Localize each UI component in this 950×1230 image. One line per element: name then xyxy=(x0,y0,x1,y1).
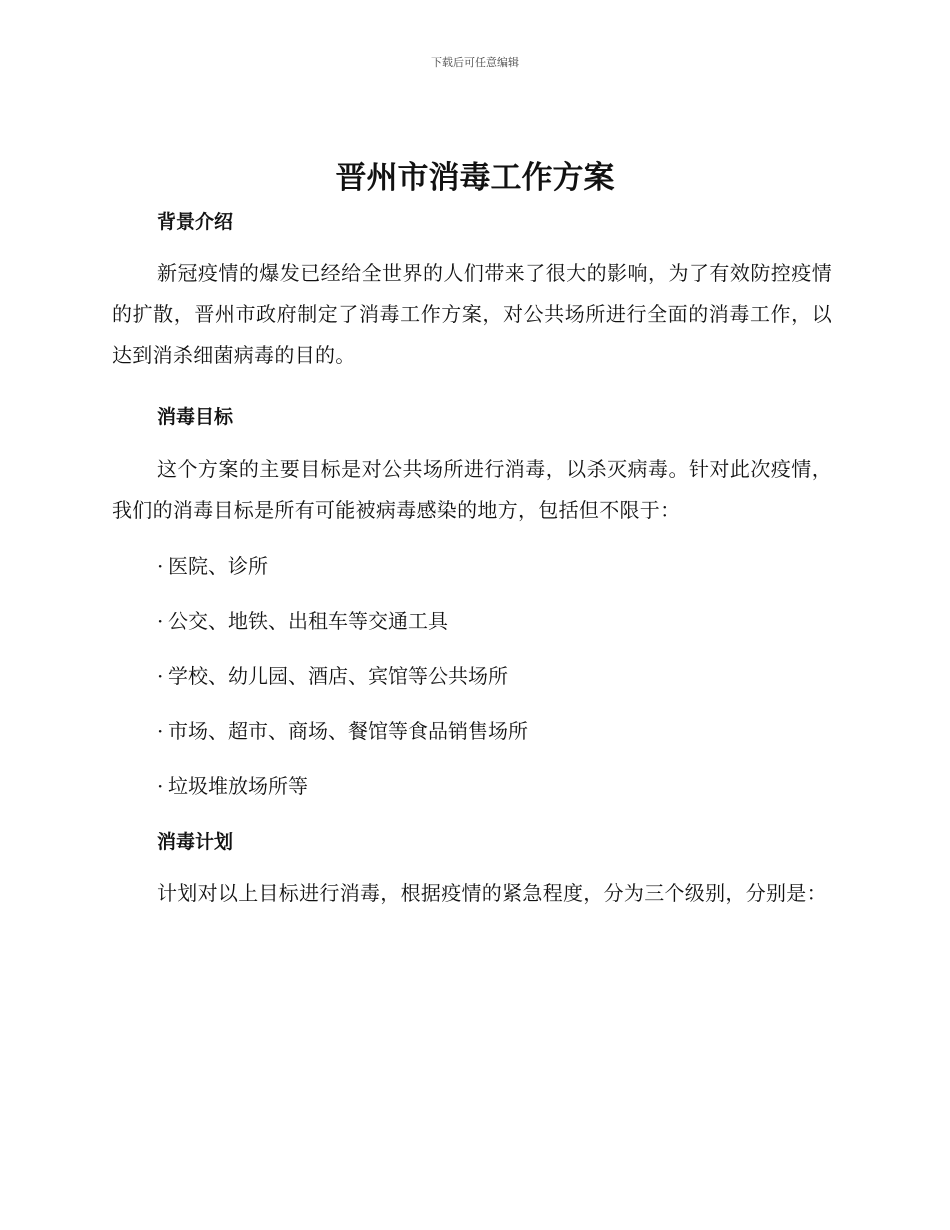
section-heading-plan: 消毒计划 xyxy=(157,831,234,853)
list-item-text: 垃圾堆放场所等 xyxy=(168,774,308,798)
list-item xyxy=(157,656,528,711)
bullet-marker: · xyxy=(157,554,164,578)
list-item xyxy=(157,766,528,821)
list-item xyxy=(157,546,528,601)
list-item xyxy=(157,601,528,656)
list-item xyxy=(157,711,528,766)
bullet-marker: · xyxy=(157,719,164,743)
section-heading-background: 背景介绍 xyxy=(157,211,234,233)
target-bullet-list xyxy=(157,546,528,821)
bullet-marker: · xyxy=(157,609,164,633)
bullet-marker: · xyxy=(157,664,164,688)
section-heading-targets: 消毒目标 xyxy=(157,406,234,428)
list-item-text: 医院、诊所 xyxy=(168,554,268,578)
paragraph-targets: 这个方案的主要目标是对公共场所进行消毒，以杀灭病毒。针对此次疫情，我们的消毒目标是所有可能被病毒感染的地方，包括但不限于： xyxy=(112,457,832,522)
paragraph-plan: 计划对以上目标进行消毒，根据疫情的紧急程度，分为三个级别，分别是： xyxy=(157,881,827,905)
document-title: 晋州市消毒工作方案 xyxy=(335,160,615,196)
running-header: 下载后可任意编辑 xyxy=(431,56,519,69)
paragraph-background: 新冠疫情的爆发已经给全世界的人们带来了很大的影响，为了有效防控疫情的扩散，晋州市政府制定了消毒工作方案，对公共场所进行全面的消毒工作，以达到消杀细菌病毒的目的。 xyxy=(112,261,832,367)
list-item-text: 公交、地铁、出租车等交通工具 xyxy=(168,609,448,633)
list-item-text: 学校、幼儿园、酒店、宾馆等公共场所 xyxy=(168,664,508,688)
list-item-text: 市场、超市、商场、餐馆等食品销售场所 xyxy=(168,719,528,743)
bullet-marker: · xyxy=(157,774,164,798)
